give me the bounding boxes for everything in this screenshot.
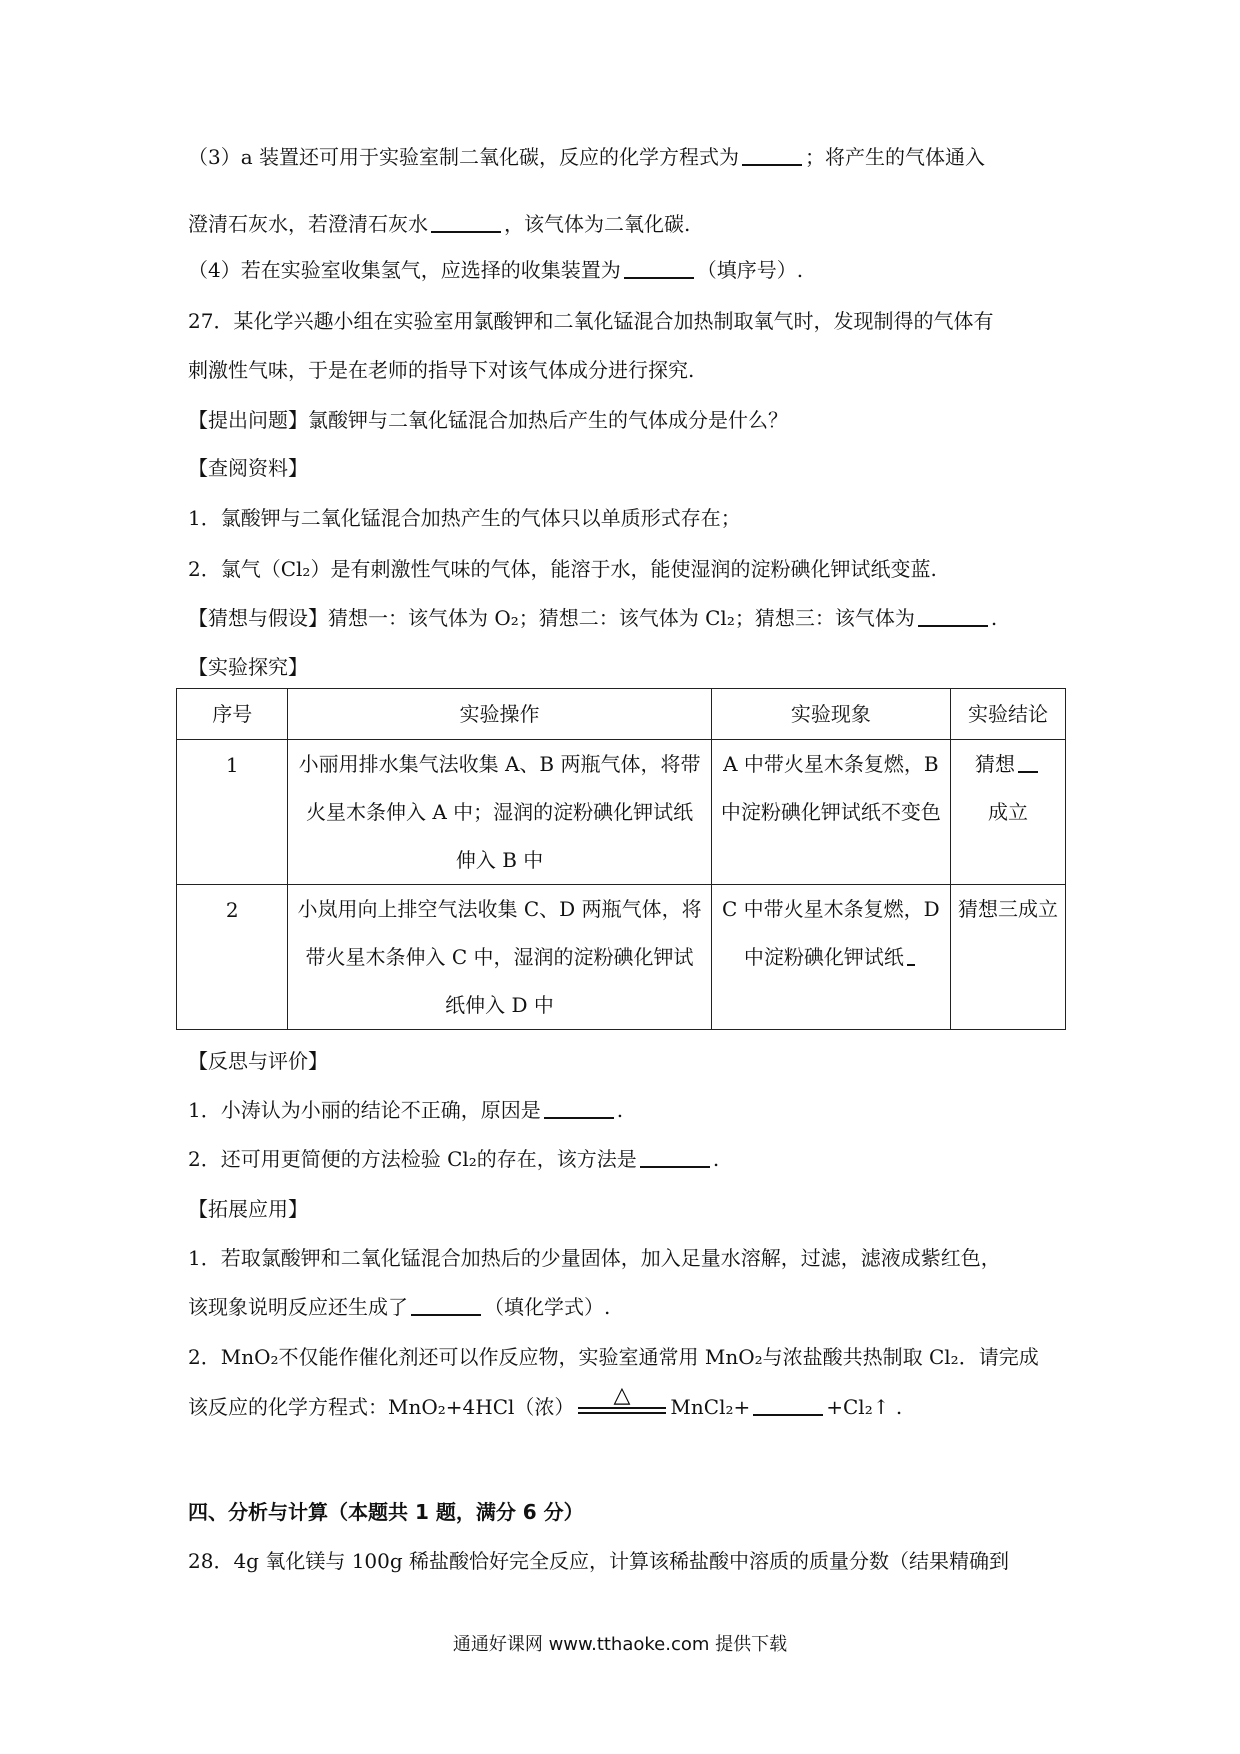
heating-condition-arrow xyxy=(576,1382,668,1424)
row-2-conclusion-text: 猜想三成立 xyxy=(958,897,1059,921)
header-phenomenon: 实验现象 xyxy=(711,689,950,740)
table-row xyxy=(177,740,1066,885)
reflection-item-1 xyxy=(188,1095,1068,1125)
experiment-heading: 【实验探究】 xyxy=(188,655,308,679)
row-1-operation xyxy=(288,740,711,885)
header-conclusion: 实验结论 xyxy=(951,689,1066,740)
row-2-conclusion xyxy=(951,885,1066,1030)
table-row xyxy=(177,885,1066,1030)
extension-item-1-cont xyxy=(188,1292,1068,1322)
q3-text-d: ，该气体为二氧化碳. xyxy=(504,212,691,236)
row-2-operation-text: 小岚用向上排空气法收集 C、D 两瓶气体，将带火星木条伸入 C 中，湿润的淀粉碘化钾试纸伸入 D 中 xyxy=(297,897,702,1017)
ask-question-line: 【提出问题】氯酸钾与二氧化锰混合加热后产生的气体成分是什么？ xyxy=(188,408,788,432)
footer-watermark: 通通好课网 www.tthaoke.com 提供下载 xyxy=(452,1634,788,1655)
q3-text-c: 澄清石灰水，若澄清石灰水 xyxy=(188,212,428,236)
question-28-line: 28．4g 氧化镁与 100g 稀盐酸恰好完全反应，计算该稀盐酸中溶质的质量分数（结果精确到 xyxy=(188,1549,1010,1573)
answer-blank[interactable] xyxy=(411,1294,481,1316)
row-1-conclusion xyxy=(951,740,1066,885)
extension-1-text: 该现象说明反应还生成了 xyxy=(188,1295,408,1319)
row-1-operation-text: 小丽用排水集气法收集 A、B 两瓶气体，将带火星木条伸入 A 中；湿润的淀粉碘化钾试纸伸入 B 中 xyxy=(298,752,701,872)
q3-text-a: （3）a 装置还可用于实验室制二氧化碳，反应的化学方程式为 xyxy=(188,145,740,169)
heat-symbol-icon: △ xyxy=(613,1382,631,1408)
extension-1-end: （填化学式）. xyxy=(484,1295,611,1319)
hypothesis-text: 【猜想与假设】猜想一：该气体为 O₂；猜想二：该气体为 Cl₂；猜想三：该气体为 xyxy=(188,606,915,630)
extension-item-1: 1．若取氯酸钾和二氧化锰混合加热后的少量固体，加入足量水溶解，过滤，滤液成紫红色， xyxy=(188,1246,1001,1270)
answer-blank[interactable] xyxy=(640,1146,710,1168)
question-3-line-1 xyxy=(188,142,1068,172)
reflection-1-text: 1．小涛认为小丽的结论不正确，原因是 xyxy=(188,1098,541,1122)
reference-heading: 【查阅资料】 xyxy=(188,456,308,480)
reflection-2-end: . xyxy=(712,1147,720,1171)
question-4-line xyxy=(188,255,1068,285)
row-1-conclusion-text-a: 猜想 xyxy=(975,752,1016,776)
reflection-item-2 xyxy=(188,1144,1068,1174)
q4-text-b: （填序号）. xyxy=(696,258,804,282)
row-1-conclusion-text-b: 成立 xyxy=(988,800,1029,824)
answer-blank[interactable] xyxy=(431,211,501,233)
row-2-phenomenon xyxy=(711,885,950,1030)
row-1-phenomenon-text: A 中带火星木条复燃，B 中淀粉碘化钾试纸不变色 xyxy=(720,752,941,824)
extension-heading: 【拓展应用】 xyxy=(188,1197,308,1221)
answer-blank[interactable] xyxy=(907,944,915,966)
reference-item-1: 1．氯酸钾与二氧化锰混合加热产生的气体只以单质形式存在； xyxy=(188,506,741,530)
row-2-phenomenon-text: C 中带火星木条复燃，D 中淀粉碘化钾试纸 xyxy=(722,897,940,969)
row-2-no: 2 xyxy=(177,885,288,1030)
equation-product-1: MnCl₂+ xyxy=(670,1395,751,1419)
experiment-table xyxy=(176,688,1066,1030)
header-no: 序号 xyxy=(177,689,288,740)
equation-product-2: +Cl₂↑ . xyxy=(826,1395,903,1419)
extension-item-2: 2．MnO₂不仅能作催化剂还可以作反应物，实验室通常用 MnO₂与浓盐酸共热制取 Cl₂．请完成 xyxy=(188,1345,1039,1369)
section-4-heading: 四、分析与计算（本题共 1 题，满分 6 分） xyxy=(188,1500,584,1524)
reflection-heading: 【反思与评价】 xyxy=(188,1049,328,1073)
question-27-line-2: 刺激性气味，于是在老师的指导下对该气体成分进行探究. xyxy=(188,358,695,382)
reference-item-2: 2．氯气（Cl₂）是有刺激性气味的气体，能溶于水，能使湿润的淀粉碘化钾试纸变蓝. xyxy=(188,557,937,581)
q3-text-b: ；将产生的气体通入 xyxy=(805,145,986,169)
reflection-2-text: 2．还可用更简便的方法检验 Cl₂的存在，该方法是 xyxy=(188,1147,637,1171)
hypothesis-line xyxy=(188,603,1068,633)
question-3-line-2 xyxy=(188,209,1068,239)
answer-blank[interactable] xyxy=(918,605,988,627)
answer-blank[interactable] xyxy=(753,1394,823,1416)
question-27-line-1: 27．某化学兴趣小组在实验室用氯酸钾和二氧化锰混合加热制取氧气时，发现制得的气体有 xyxy=(188,309,994,333)
row-1-no: 1 xyxy=(177,740,288,885)
row-2-operation xyxy=(288,885,711,1030)
q4-text-a: （4）若在实验室收集氢气，应选择的收集装置为 xyxy=(188,258,621,282)
equation-reactants: 该反应的化学方程式：MnO₂+4HCl（浓） xyxy=(188,1395,575,1419)
answer-blank[interactable] xyxy=(742,144,802,166)
reflection-1-end: . xyxy=(616,1098,624,1122)
answer-blank[interactable] xyxy=(544,1097,614,1119)
hypothesis-end: . xyxy=(990,606,998,630)
answer-blank[interactable] xyxy=(1018,751,1038,773)
answer-blank[interactable] xyxy=(624,257,694,279)
equation-line xyxy=(188,1382,1068,1424)
header-operation: 实验操作 xyxy=(288,689,711,740)
table-header-row xyxy=(177,689,1066,740)
row-1-phenomenon xyxy=(711,740,950,885)
